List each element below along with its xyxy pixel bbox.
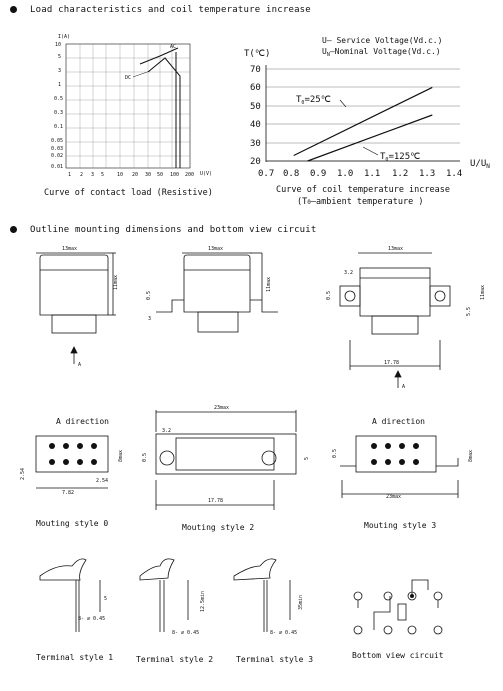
- dim-13max: 13max: [388, 246, 404, 252]
- x-tick-label: 2: [80, 172, 84, 178]
- load-chart-y-title: I(A): [58, 34, 71, 40]
- load-chart-caption: Curve of contact load (Resistive): [44, 188, 213, 198]
- dim-0-5: 0.5: [332, 448, 338, 458]
- dim-3-2: 3.2: [344, 270, 354, 276]
- temp-x-tick: 1.4: [446, 169, 463, 179]
- y-tick-label: 0.03: [51, 146, 64, 152]
- pin-dia-2: 8- ∅ 0.45: [172, 630, 200, 636]
- a-direction-label-right: A direction: [372, 417, 425, 426]
- x-tick-label: 200: [185, 172, 195, 178]
- style0-label: Mouting style 0: [36, 519, 109, 528]
- a-direction-label-left: A direction: [56, 417, 109, 426]
- x-tick-label: 50: [157, 172, 164, 178]
- arrow-a-label: A: [78, 362, 82, 368]
- temp-legend-u: U— Service Voltage(Vd.c.): [322, 36, 443, 45]
- term1-label: Terminal style 1: [36, 653, 114, 662]
- dim-11max: 11max: [480, 284, 486, 300]
- x-tick-label: 3: [91, 172, 95, 178]
- temp-x-tick: 0.7: [258, 169, 275, 179]
- dim-11max: 11max: [113, 274, 119, 290]
- temp-x-tick: 1.2: [392, 169, 409, 179]
- temp-caption-2: (T0—ambient temperature ): [297, 197, 424, 207]
- y-tick-label: 0.01: [51, 164, 64, 170]
- style3-label: Mouting style 3: [364, 521, 437, 530]
- y-tick-label: 1: [58, 82, 62, 88]
- term2-label: Terminal style 2: [136, 655, 214, 664]
- dim-5: 5: [104, 596, 108, 602]
- y-tick-label: 3: [58, 68, 62, 74]
- ac-label: AC: [170, 44, 177, 50]
- temp-label-125: $T_0=125℃$: [380, 152, 421, 163]
- arrow-a-label: A: [402, 384, 406, 390]
- dim-3-2: 3.2: [162, 428, 172, 434]
- dim-2-54: 2.54: [96, 478, 109, 484]
- temp-caption-1: Curve of coil temperature increase: [276, 185, 450, 195]
- style2-label: Mouting style 2: [182, 523, 255, 532]
- y-tick-label: 0.1: [54, 124, 64, 130]
- bottom-face-3: [356, 436, 436, 472]
- x-tick-label: 20: [132, 172, 139, 178]
- relay-outline-1: [36, 253, 116, 333]
- dim-23max: 23max: [386, 494, 402, 500]
- temp-x-title: $U/U_N$: [470, 159, 490, 170]
- temp-y-tick: 70: [250, 65, 261, 75]
- dim-12-5min: 12.5min: [200, 590, 206, 612]
- y-tick-label: 0.02: [51, 153, 64, 159]
- temp-y-tick: 40: [250, 120, 261, 130]
- dim-17-78: 17.78: [384, 360, 400, 366]
- temp-label-25: $T_0=25℃$: [296, 95, 331, 106]
- x-tick-label: 5: [101, 172, 105, 178]
- temp-y-tick: 60: [250, 83, 261, 93]
- dim-5-5: 5.5: [466, 306, 472, 316]
- bottom-face-0: [36, 436, 108, 472]
- dim-13max: 13max: [208, 246, 224, 252]
- pin-dots-3: [371, 443, 419, 465]
- dim-8max: 8max: [468, 449, 474, 462]
- x-tick-label: 100: [170, 172, 180, 178]
- pin-dia-3: 8- ∅ 0.45: [270, 630, 298, 636]
- y-tick-label: 0.3: [54, 110, 64, 116]
- temp-y-tick: 30: [250, 139, 261, 149]
- temp-y-title: T(℃): [244, 49, 271, 59]
- relay-outline-3: [340, 253, 450, 370]
- bottom-view-circuit: [354, 580, 442, 634]
- y-tick-label: 10: [55, 42, 62, 48]
- dim-35min: 35min: [298, 594, 304, 610]
- dim-17-78: 17.78: [208, 498, 224, 504]
- temp-x-tick: 0.8: [283, 169, 300, 179]
- dim-0-5: 0.5: [326, 290, 332, 300]
- y-tick-label: 5: [58, 54, 62, 60]
- section-title-load: Load characteristics and coil temperature increase: [30, 5, 311, 15]
- temp-legend-un: $U_N—Nominal$ Voltage(Vd.c.): [322, 47, 441, 58]
- dim-0-5: 0.5: [146, 290, 152, 300]
- dim-8max: 8max: [118, 449, 124, 462]
- dim-5: 5: [304, 456, 310, 460]
- dim-7-82: 7.82: [62, 490, 75, 496]
- dim-11max: 11max: [266, 276, 272, 292]
- dim-0-5: 0.5: [142, 452, 148, 462]
- x-tick-label: 10: [117, 172, 124, 178]
- dc-label: DC: [125, 75, 132, 81]
- x-tick-label: 1: [68, 172, 72, 178]
- term3-label: Terminal style 3: [236, 655, 314, 664]
- temp-y-tick: 50: [250, 102, 261, 112]
- pin-dots-0: [49, 443, 97, 465]
- load-chart-x-title: U(V): [200, 171, 213, 177]
- temp-x-tick: 0.9: [310, 169, 327, 179]
- dim-3: 3: [148, 316, 152, 322]
- relay-outline-2: [156, 253, 278, 332]
- section-title-outline: Outline mounting dimensions and bottom view circuit: [30, 225, 317, 235]
- y-tick-label: 0.05: [51, 138, 64, 144]
- y-tick-label: 0.5: [54, 96, 64, 102]
- temp-y-tick: 20: [250, 157, 261, 167]
- dim-13max: 13max: [62, 246, 78, 252]
- dim-23max: 23max: [214, 405, 230, 411]
- dim-2-54: 2.54: [20, 467, 26, 480]
- temp-x-tick: 1.0: [337, 169, 354, 179]
- temp-x-tick: 1.1: [364, 169, 381, 179]
- x-tick-label: 30: [145, 172, 152, 178]
- pin-dia-1: 8- ∅ 0.45: [78, 616, 106, 622]
- bottom-label: Bottom view circuit: [352, 651, 444, 660]
- temp-x-tick: 1.3: [419, 169, 436, 179]
